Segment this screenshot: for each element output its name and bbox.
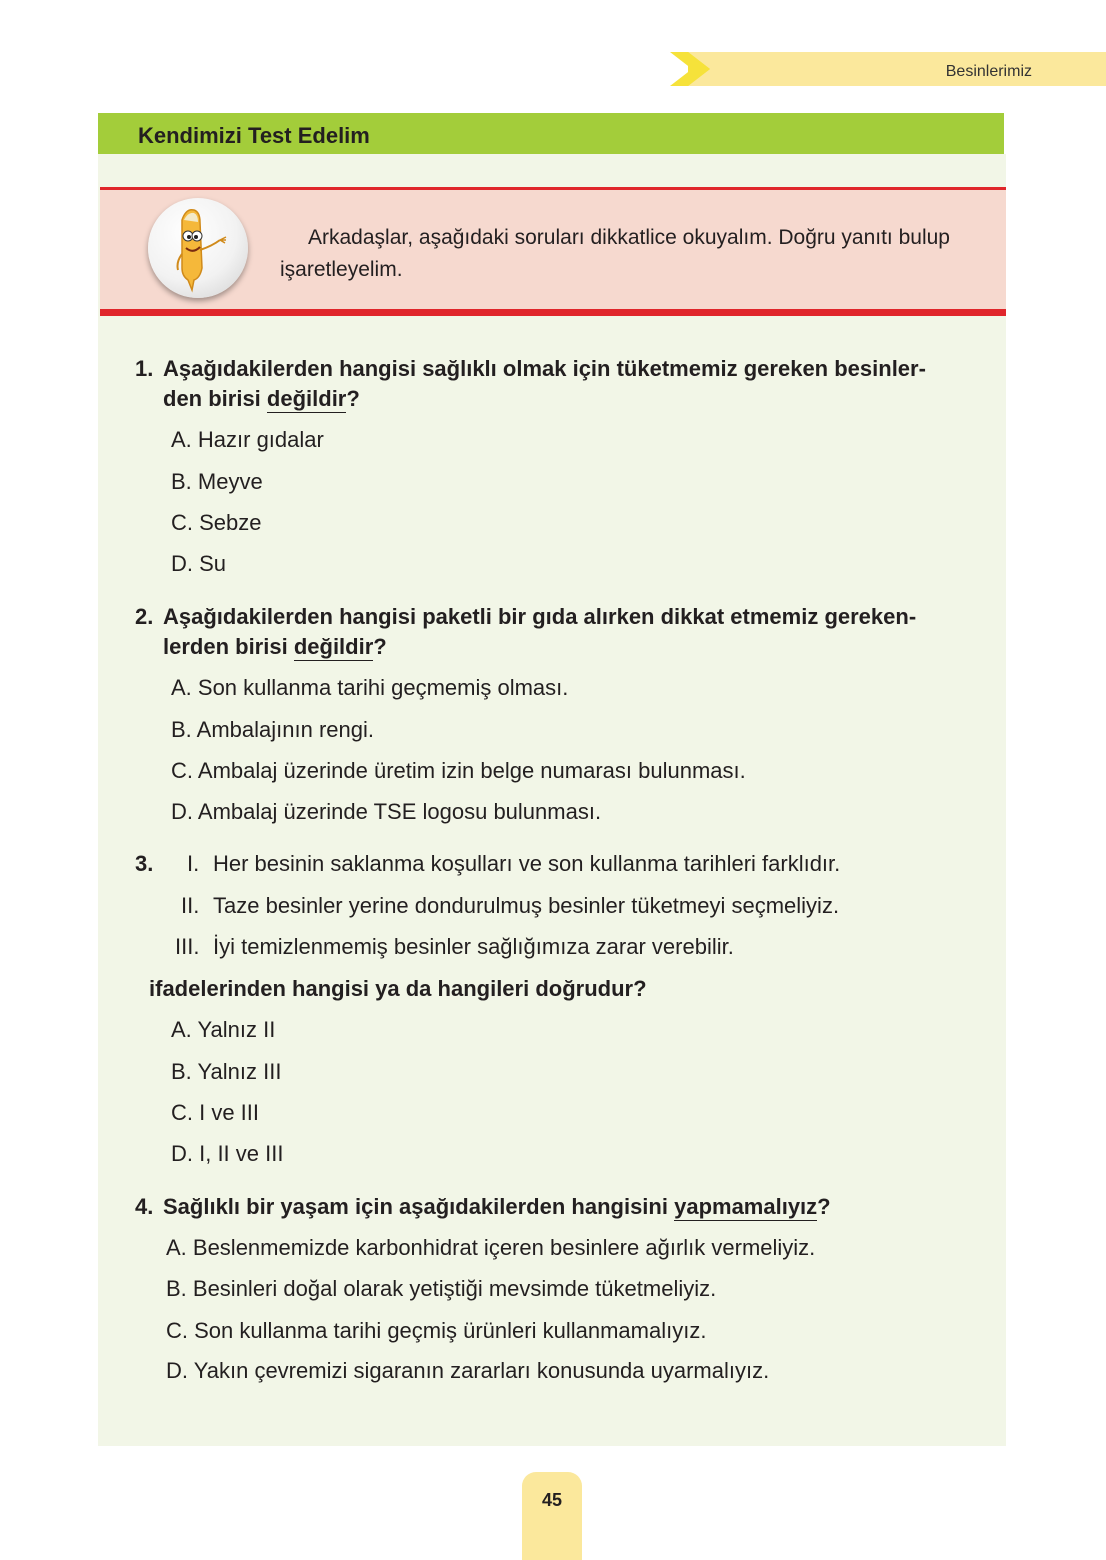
question-1 [135, 354, 995, 414]
question-text: lerden birisi [163, 634, 294, 659]
option-4d[interactable]: D. Yakın çevremizi sigaranın zararları konusunda uyarmalıyız. [166, 1358, 770, 1383]
question-number: 2. [135, 604, 154, 629]
question-2 [135, 602, 995, 662]
question-stem-continued [135, 384, 995, 414]
question-number: 4. [135, 1194, 154, 1219]
statement-text: Taze besinler yerine dondurulmuş besinler tüketmeyi seçmeliyiz. [213, 893, 840, 918]
option-1a[interactable]: A. Hazır gıdalar [171, 427, 324, 452]
question-mark: ? [817, 1194, 831, 1219]
question-number: 1. [135, 356, 154, 381]
emphasis-underlined: değildir [293, 634, 374, 659]
question-3-stem: ifadelerinden hangisi ya da hangileri doğrudur? [149, 976, 647, 1001]
chapter-tab [670, 52, 1106, 86]
option-3c[interactable]: C. I ve III [171, 1100, 260, 1125]
section-title-bar [98, 113, 1004, 154]
option-1c[interactable]: C. Sebze [171, 510, 262, 535]
statement-roman: III. [175, 934, 200, 959]
question-text: Aşağıdakilerden hangisi sağlıklı olmak için tüketmemiz gereken besinler- [163, 356, 926, 381]
option-3a[interactable]: A. Yalnız II [171, 1017, 276, 1042]
option-1b[interactable]: B. Meyve [171, 469, 263, 494]
chapter-label: Besinlerimiz [945, 63, 1032, 80]
option-1d[interactable]: D. Su [171, 551, 227, 576]
emphasis-underlined: yapmamalıyız [674, 1194, 818, 1219]
option-2d[interactable]: D. Ambalaj üzerinde TSE logosu bulunması. [171, 799, 602, 824]
question-4 [135, 1192, 995, 1222]
statement-text: Her besinin saklanma koşulları ve son kullanma tarihleri farklıdır. [213, 851, 841, 876]
question-3-number: 3. [135, 851, 154, 876]
section-title: Kendimizi Test Edelim [138, 123, 370, 148]
question-stem [135, 1192, 995, 1222]
question-text: Aşağıdakilerden hangisi paketli bir gıda alırken dikkat etmemiz gereken- [163, 604, 917, 629]
chapter-tab-arrow [670, 52, 1106, 86]
option-3d[interactable]: D. I, II ve III [171, 1141, 284, 1166]
pencil-mascot-icon [148, 198, 248, 298]
option-4c[interactable]: C. Son kullanma tarihi geçmiş ürünleri kullanmamalıyız. [166, 1318, 707, 1343]
option-2b[interactable]: B. Ambalajının rengi. [171, 717, 375, 742]
statement-roman: II. [181, 893, 200, 918]
page-number-tab [522, 1472, 582, 1560]
instruction-text: Arkadaşlar, aşağıdaki soruları dikkatlice okuyalım. Doğru yanıtı bulup işaretleyelim. [280, 226, 950, 281]
option-4b[interactable]: B. Besinleri doğal olarak yetiştiği mevsimde tüketmeliyiz. [166, 1276, 717, 1301]
question-stem [135, 354, 995, 384]
option-4a[interactable]: A. Beslenmemizde karbonhidrat içeren besinlere ağırlık vermeliyiz. [166, 1235, 816, 1260]
question-text: Sağlıklı bir yaşam için aşağıdakilerden hangisini [163, 1194, 675, 1219]
statement-text: İyi temizlenmemiş besinler sağlığımıza zarar verebilir. [213, 934, 734, 959]
option-3b[interactable]: B. Yalnız III [171, 1059, 282, 1084]
page-number: 45 [541, 1490, 563, 1510]
question-mark: ? [346, 386, 360, 411]
question-mark: ? [373, 634, 387, 659]
question-stem-continued [135, 632, 995, 662]
instruction-box [100, 187, 1006, 316]
statement-roman: I. [187, 851, 200, 876]
option-2a[interactable]: A. Son kullanma tarihi geçmemiş olması. [171, 675, 569, 700]
emphasis-underlined: değildir [266, 386, 347, 411]
question-stem [135, 602, 995, 632]
option-2c[interactable]: C. Ambalaj üzerinde üretim izin belge numarası bulunması. [171, 758, 746, 783]
question-text: den birisi [163, 386, 267, 411]
